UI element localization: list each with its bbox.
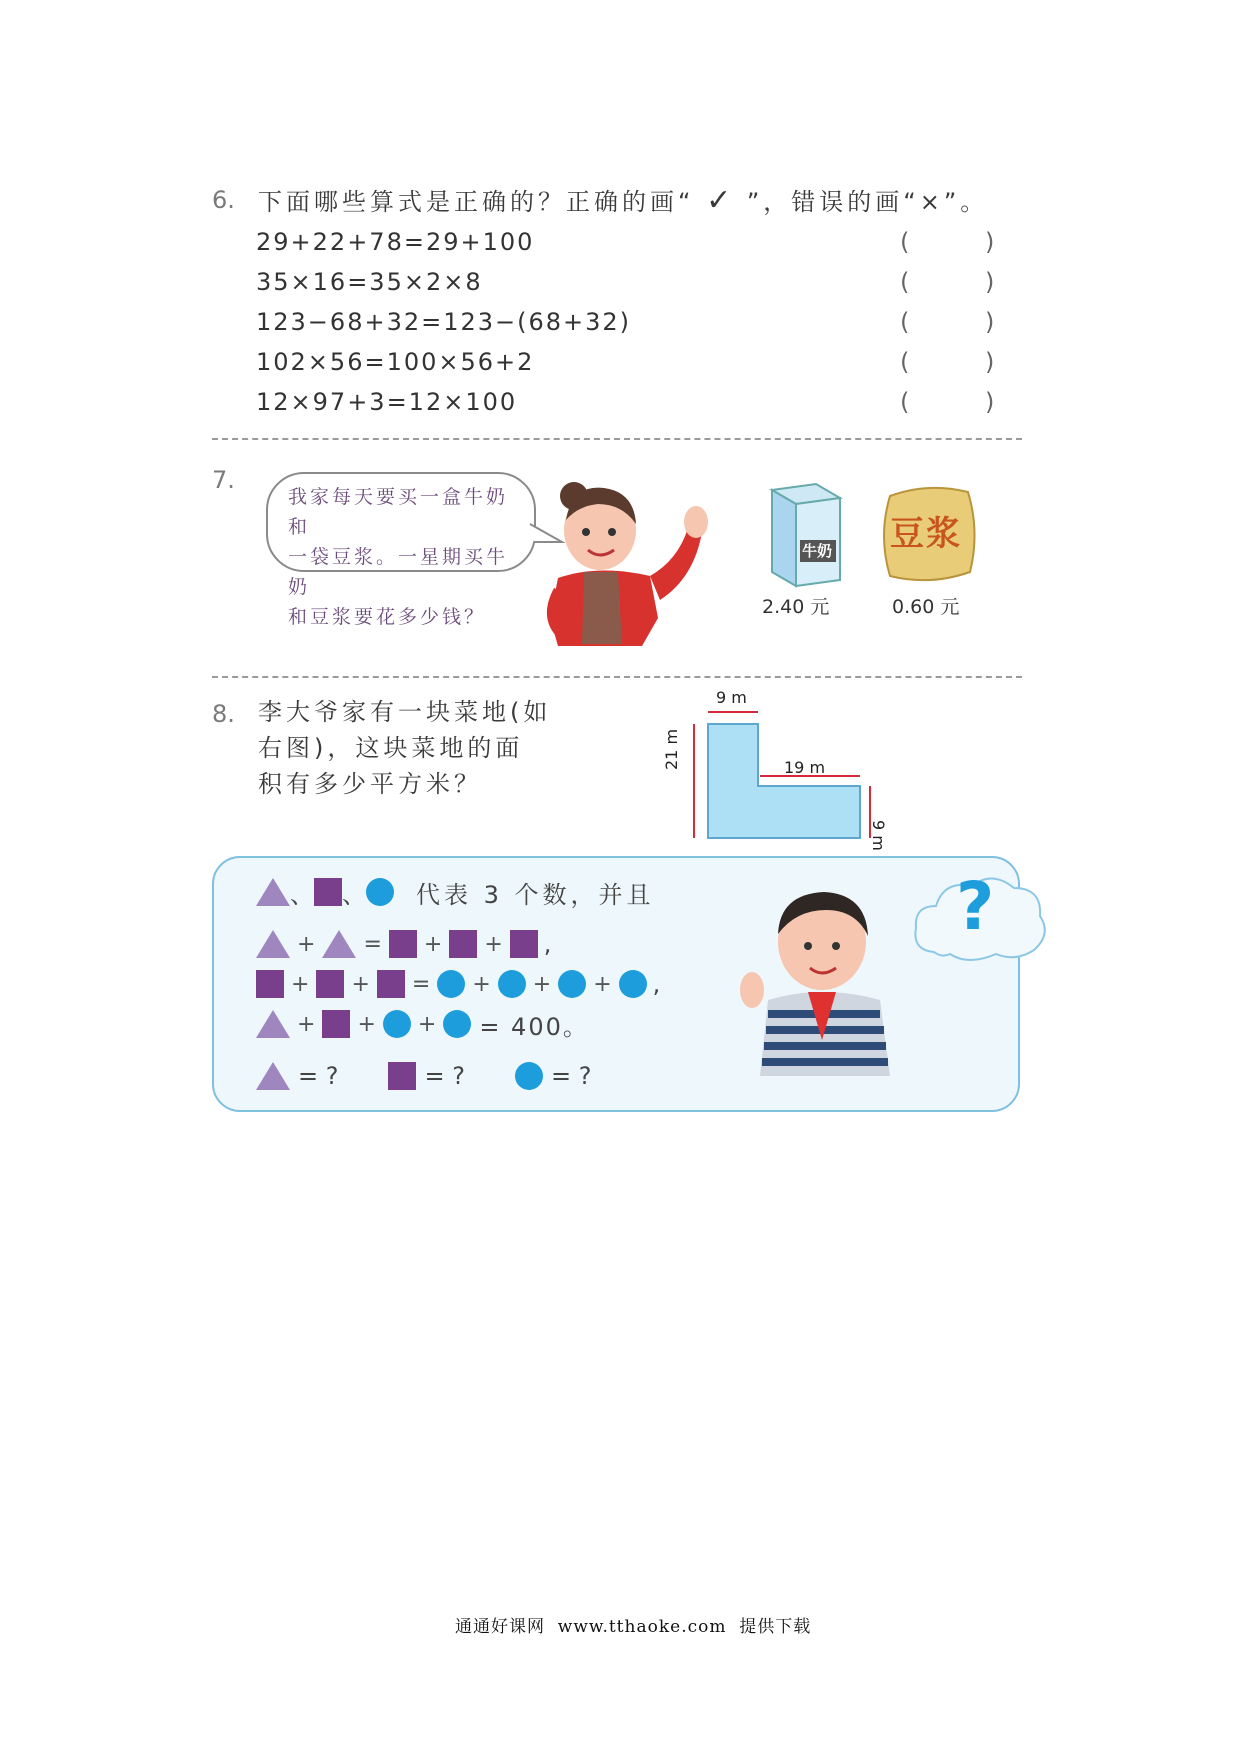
- triangle-icon: [256, 878, 290, 906]
- puzzle-answers: [256, 1058, 591, 1094]
- square-icon: [377, 970, 405, 998]
- plus-sign: +: [593, 971, 612, 997]
- puzzle-row-2: [256, 966, 660, 1002]
- q6-item-1: 29+22+78=29+100: [256, 228, 535, 256]
- milk-price: 2.40 元: [762, 596, 830, 618]
- puzzle-intro: [256, 874, 655, 910]
- puzzle-row-3: [256, 1006, 589, 1042]
- plus-sign: +: [351, 971, 370, 997]
- girl-illustration: [538, 468, 718, 658]
- plus-sign: +: [417, 1011, 437, 1037]
- square-icon: [389, 930, 417, 958]
- dim-left-label: 21 m: [662, 728, 681, 770]
- check-mark-icon: ✓: [706, 183, 736, 218]
- q7-number: 7.: [212, 466, 235, 494]
- circle-icon: [366, 878, 394, 906]
- equals-sign: =: [411, 971, 431, 997]
- q6-prompt-part1: 下面哪些算式是正确的？正确的画“: [258, 188, 695, 216]
- q8-line-2: 右图)，这块菜地的面: [258, 734, 524, 762]
- soy-label: 豆浆: [890, 514, 962, 554]
- triangle-icon: [256, 1062, 290, 1090]
- plus-sign: +: [291, 971, 310, 997]
- dim-middle-label: 19 m: [784, 758, 826, 777]
- triangle-icon: [322, 930, 356, 958]
- speech-bubble: [266, 472, 536, 628]
- answer-paren-4[interactable]: ( ): [900, 348, 1029, 376]
- q8-number: 8.: [212, 700, 235, 728]
- answer-paren-1[interactable]: ( ): [900, 228, 1029, 256]
- square-answer[interactable]: = ?: [424, 1062, 465, 1090]
- milk-carton-icon: [756, 470, 856, 590]
- q6-answer-parens: [900, 228, 1028, 428]
- circle-icon: [437, 970, 465, 998]
- square-icon: [449, 930, 477, 958]
- speech-line-3: 和豆浆要花多少钱？: [288, 606, 487, 628]
- square-icon: [316, 970, 344, 998]
- section-divider: [212, 676, 1022, 678]
- plus-sign: +: [532, 971, 552, 997]
- answer-paren-2[interactable]: ( ): [900, 268, 1029, 296]
- plus-sign: +: [484, 931, 503, 957]
- intro-separator: 、: [290, 880, 314, 909]
- row-end-comma: ,: [543, 930, 552, 958]
- footer-watermark: 通通好课网 www.tthaoke.com 提供下载: [455, 1617, 812, 1637]
- q8-text: [258, 694, 551, 802]
- circle-answer[interactable]: = ?: [550, 1062, 592, 1090]
- circle-icon: [515, 1062, 543, 1090]
- row-3-value: = 400。: [479, 1012, 589, 1041]
- circle-icon: [558, 970, 586, 998]
- q8-line-1: 李大爷家有一块菜地(如: [258, 698, 552, 726]
- milk-label: 牛奶: [802, 542, 833, 560]
- q6-item-4: 102×56=100×56+2: [256, 348, 535, 376]
- square-icon: [388, 1062, 416, 1090]
- boy-illustration: [730, 880, 910, 1080]
- square-icon: [256, 970, 284, 998]
- square-icon: [510, 930, 538, 958]
- answer-paren-3[interactable]: ( ): [900, 308, 1029, 336]
- dim-right-label: 9 m: [869, 820, 888, 851]
- square-icon: [314, 878, 342, 906]
- circle-icon: [443, 1010, 471, 1038]
- speech-line-2: 一袋豆浆。一星期买牛奶: [288, 546, 509, 598]
- triangle-icon: [256, 1010, 290, 1038]
- equals-sign: =: [363, 931, 382, 957]
- q6-number: 6.: [212, 186, 235, 214]
- puzzle-row-1: [256, 926, 551, 962]
- q6-prompt: [258, 182, 988, 218]
- question-mark: ?: [956, 868, 995, 945]
- plus-sign: +: [297, 1011, 316, 1037]
- plus-sign: +: [357, 1011, 376, 1037]
- intro-text: 代表 3 个数，并且: [416, 880, 655, 909]
- plus-sign: +: [297, 931, 316, 957]
- q6-item-2: 35×16=35×2×8: [256, 268, 483, 296]
- soy-price: 0.60 元: [892, 596, 960, 618]
- section-divider: [212, 438, 1022, 440]
- triangle-icon: [256, 930, 290, 958]
- square-icon: [322, 1010, 350, 1038]
- q6-item-5: 12×97+3=12×100: [256, 388, 518, 416]
- circle-icon: [619, 970, 647, 998]
- q6-prompt-part2: ”，错误的画“×”。: [746, 188, 989, 216]
- circle-icon: [498, 970, 526, 998]
- intro-separator: 、: [342, 880, 366, 909]
- q6-items: [256, 228, 631, 428]
- speech-line-1: 我家每天要买一盒牛奶和: [288, 486, 509, 538]
- row-end-comma: ,: [652, 970, 661, 998]
- q8-line-3: 积有多少平方米？: [258, 770, 482, 798]
- answer-paren-5[interactable]: ( ): [900, 388, 1029, 416]
- plus-sign: +: [423, 931, 443, 957]
- q6-item-3: 123−68+32=123−(68+32): [256, 308, 632, 336]
- circle-icon: [383, 1010, 411, 1038]
- dim-top-label: 9 m: [716, 688, 747, 707]
- plus-sign: +: [472, 971, 491, 997]
- triangle-answer[interactable]: = ?: [298, 1062, 339, 1090]
